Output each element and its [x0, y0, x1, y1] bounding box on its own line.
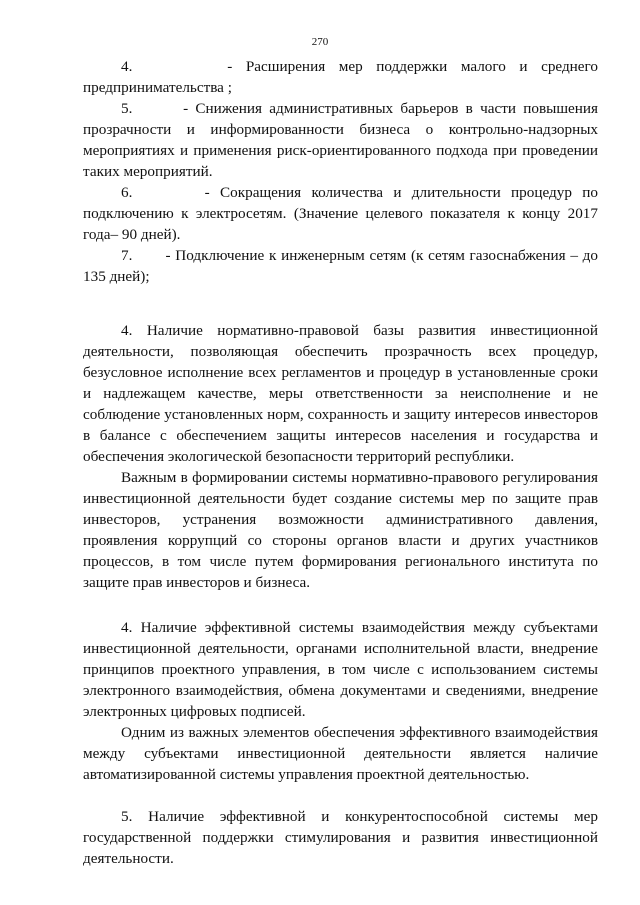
spacer	[83, 785, 598, 806]
paragraph-state-support: 5. Наличие эффективной и конкурентоспособной системы мер государственной поддержки стимулирования и развития инвестиционной деятельности.	[83, 808, 598, 867]
document-body	[83, 56, 598, 869]
paragraph-sme-support: 4. - Расширения мер поддержки малого и среднего предпринимательства ;	[83, 58, 598, 96]
paragraph-automation: Одним из важных элементов обеспечения эффективного взаимодействия между субъектами инвестиционной деятельности является наличие автоматизированной системы управления проектной деятельностью.	[83, 724, 598, 783]
paragraph-power-grid: 6. - Сокращения количества и длительности процедур по подключению к электросетям. (Значение целевого показателя к концу 2017 года– 90 дней).	[83, 184, 598, 243]
paragraph-legal-framework: 4. Наличие нормативно-правовой базы развития инвестиционной деятельности, позволяющая обеспечить прозрачность всех процедур, безусловное исполнение всех регламентов и процедур в установленные сроки и надлежащем качестве, меры ответственности за неисполнение и не соблюдение установленных норм, сохранность и защиту интересов инвесторов в балансе с обеспечением защиты интересов населения и государства и обеспечения экологической безопасности территорий республики.	[83, 322, 598, 465]
spacer	[83, 287, 598, 320]
page-number: 270	[311, 36, 329, 48]
paragraph-engineering-networks: 7. - Подключение к инженерным сетям (к сетям газоснабжения – до 135 дней);	[83, 247, 598, 285]
paragraph-investor-protection: Важным в формировании системы нормативно-правового регулирования инвестиционной деятельности будет создание системы мер по защите прав инвесторов, устранения возможности административного давления, проявления коррупций со стороны органов власти и других участников процессов, в том числе путем формирования регионального института по защите прав инвесторов и бизнеса.	[83, 469, 598, 591]
paragraph-admin-barriers: 5. - Снижения административных барьеров в части повышения прозрачности и информированности бизнеса о контрольно-надзорных мероприятиях и применения риск-ориентированного подхода при проведении таких мероприятий.	[83, 100, 598, 180]
spacer	[83, 593, 598, 617]
paragraph-interaction-system: 4. Наличие эффективной системы взаимодействия между субъектами инвестиционной деятельности, органами исполнительной власти, внедрение принципов проектного управления, в том числе с использованием системы электронного взаимодействия, обмена документами и сведениями, внедрение электронных цифровых подписей.	[83, 619, 598, 720]
